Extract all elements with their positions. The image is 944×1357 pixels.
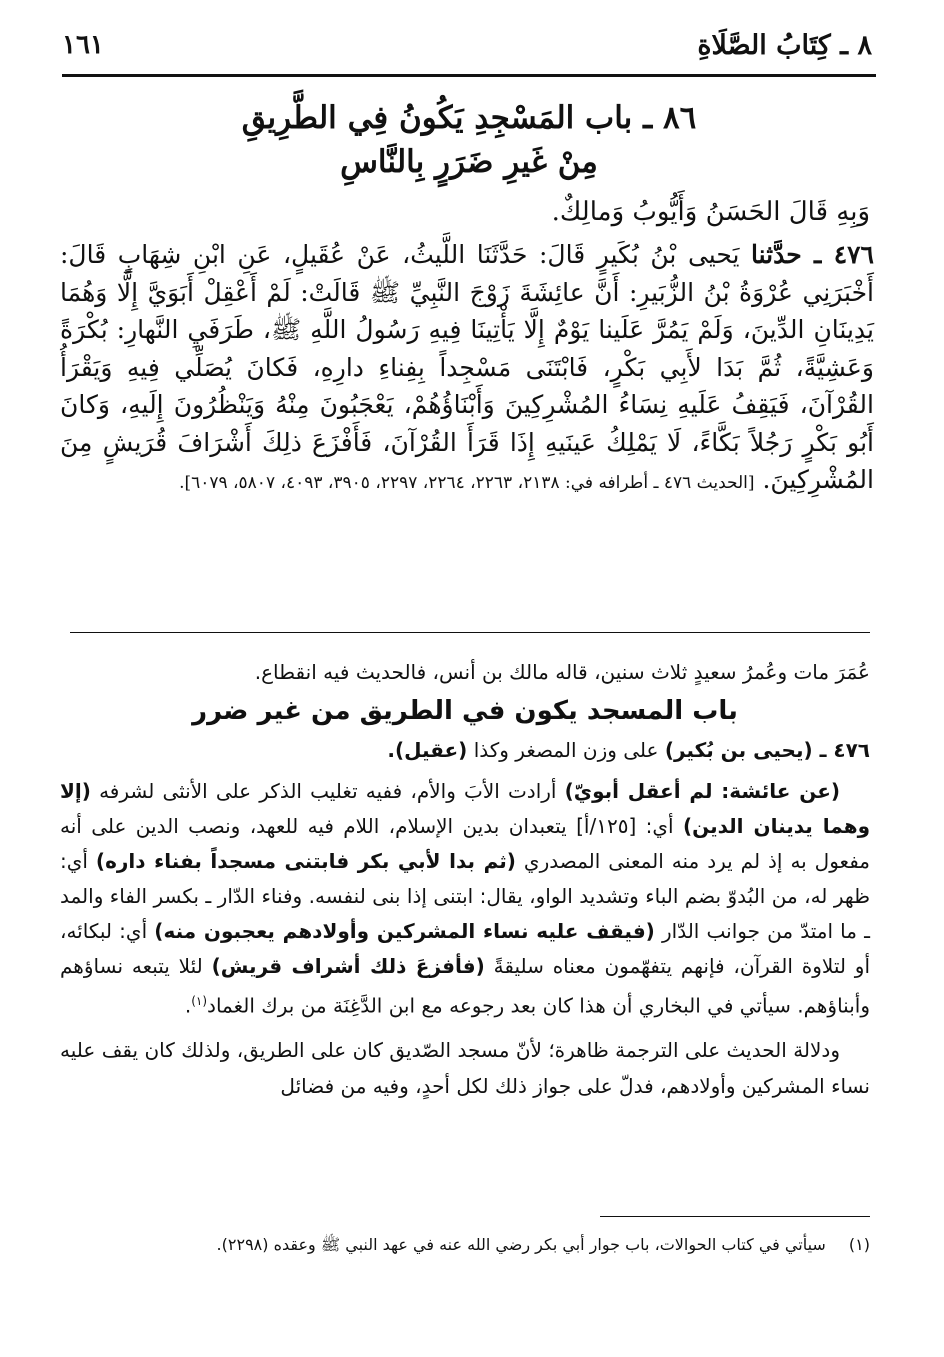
entry-name: (عقيل).: [387, 738, 468, 762]
commentary: [60, 652, 870, 1104]
entry-label: ٤٧٦ ـ (يحيى بن بُكير): [664, 738, 870, 762]
entry-text: على وزن المصغر وكذا: [473, 738, 659, 762]
footnote-reference[interactable]: (١): [191, 994, 208, 1008]
commentary-entry: [60, 730, 870, 770]
page-number: ١٦١: [62, 30, 104, 60]
hadith-text: [60, 236, 874, 503]
paragraph-end: .: [184, 993, 192, 1018]
chapter-heading-line-1: ٨٦ ـ باب المَسْجِدِ يَكُونُ فِي الطَّرِيقِ: [241, 100, 697, 136]
chapter-heading-line-2: مِنْ غَيرِ ضَرَرٍ بِالنَّاسِ: [340, 144, 598, 180]
footnote: [60, 1232, 870, 1258]
chapter-heading: [62, 96, 876, 184]
running-chapter-title: ٨ ـ كِتَابُ الصَّلَاةِ: [697, 30, 872, 61]
chapter-intro: وَبِهِ قَالَ الحَسَنُ وَأَيُّوبُ وَمالِكٌ.: [551, 197, 870, 227]
hadith-body: يَحيى بْنُ بُكَيرٍ قَالَ: حَدَّثَنَا اللَّيثُ، عَنْ عُقَيلٍ، عَنِ ابْنِ شِهَابٍ قَالَ: أَخْبَرَنِي عُرْوَةُ بْنُ الزُّبَيرِ: أَنَّ عائِشَةَ زَوْجَ النَّبِيِّ ﷺ قَالَتْ: لَمْ أَعْقِلْ أَبَوَيَّ إِلَّا وَهُمَا يَدِينَانِ الدِّينَ، وَلَمْ يَمُرَّ عَلَينا يَوْمٌ إِلَّا يَأْتِينَا فِيهِ رَسُولُ اللَّهِ ﷺ، طَرَفَيِ النَّهارِ: بُكْرَةً وَعَشِيَّةً، ثُمَّ بَدَا لأَبِي بَكْرٍ، فَابْتَنَى مَسْجِداً بِفِناءِ دارِهِ، فَكانَ يُصَلِّي فِيهِ وَيَقْرَأُ القُرْآنَ، فَيَقِفُ عَلَيهِ نِسَاءُ المُشْرِكِينَ وَأَبْنَاؤُهُمْ، يَعْجَبُونَ مِنْهُ وَيَنْظُرُونَ إِلَيهِ، وَكانَ أَبُو بَكْرٍ رَجُلاً بَكَّاءً، لَا يَمْلِكُ عَينَيهِ إِذَا قَرَأَ القُرْآنَ، فَأَفْزَعَ ذلِكَ أَشْرَافَ قُرَيشٍ مِنَ المُشْرِكِينَ.: [60, 240, 874, 494]
explanation-1: أرادت الأبَ والأم، ففيه تغليب الذكر على الأنثى لشرفه: [99, 779, 557, 803]
hadith-number: ٤٧٦ ـ حدَّثنا: [751, 240, 874, 269]
quote-2: (إلا وهما يدينان الدين): [60, 779, 871, 838]
commentary-paragraph-2: ودلالة الحديث على الترجمة ظاهرة؛ لأنّ مسجد الصّديق كان على الطريق، ولذلك كان يقف عليه نساء المشركين وأولادهم، فدلّ على جواز ذلك لكل أحدٍ، وفيه من فضائل: [60, 1037, 870, 1098]
explanation-4: أي: لبكائه، أو لتلاوة القرآن، فإنهم يتفهّمون معناه سليقةً: [60, 919, 871, 978]
quote-5: (فأفزعَ ذلك أشراف قريش): [211, 954, 485, 978]
quote-4: (فيقف عليه نساء المشركين وأولادهم يعجبون منه): [154, 919, 655, 943]
hadith-references: [الحديث ٤٧٦ ـ أطرافه في: ٢١٣٨، ٢٢٦٣، ٢٢٦٤، ٢٢٩٧، ٣٩٠٥، ٤٠٩٣، ٥٨٠٧، ٦٠٧٩].: [179, 473, 755, 493]
quote-3: (ثم بدا لأبي بكر فابتنى مسجداً بفناء داره): [95, 849, 516, 873]
page-header: [62, 30, 872, 70]
footnote-number: (١): [848, 1235, 870, 1254]
explanation-2: أي: [١٢٥/أ] يتعبدان بدين الإسلام، اللام فيه للعهد، ونصب الدين على أنه مفعول به إذ لم يرد منه المعنى المصدري: [60, 814, 871, 873]
explanation-5: لئلا يتبعه نساؤهم وأبناؤهم. سيأتي في البخاري أن هذا كان بعد رجوعه مع ابن الدَّغِنَة من برك الغماد: [60, 954, 870, 1018]
commentary-heading: باب المسجد يكون في الطريق من غير ضرر: [192, 696, 738, 726]
commentary-divider: [70, 632, 870, 633]
header-divider: [62, 74, 876, 77]
quote-1: (عن عائشة: لم أعقل أبويّ): [564, 779, 841, 803]
explanation-3: أي: ظهر له، من البُدوّ بضم الباء وتشديد الواو، يقال: ابتنى إذا بنى لنفسه. وفناء الدّار ـ بكسر الفاء والمد ـ ما امتدّ من جوانب الدّار: [60, 849, 871, 943]
commentary-carryover-note: عُمَرَ مات وعُمرُ سعيدٍ ثلاث سنين، قاله مالك بن أنس، فالحديث فيه انقطاع.: [254, 660, 870, 684]
commentary-paragraph-1: [60, 774, 870, 1024]
footnote-divider: [600, 1216, 870, 1217]
footnote-text: سيأتي في كتاب الحوالات، باب جوار أبي بكر رضي الله عنه في عهد النبي ﷺ وعقده (٢٢٩٨).: [216, 1235, 826, 1254]
